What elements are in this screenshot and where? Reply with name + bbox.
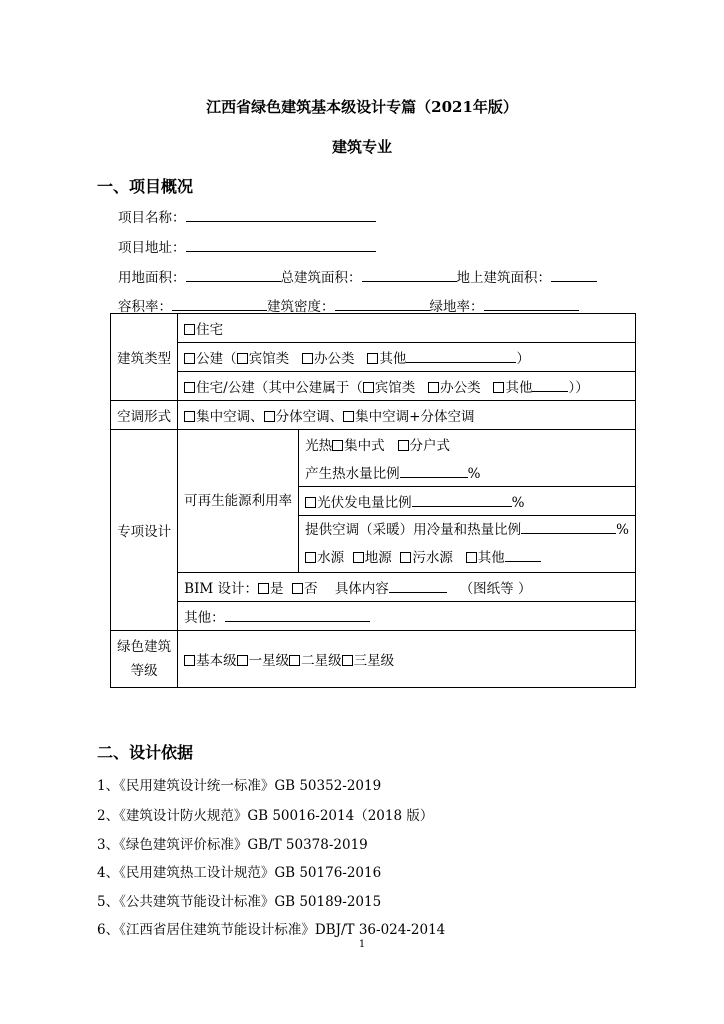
others-field[interactable] xyxy=(225,607,370,622)
checkbox[interactable] xyxy=(466,552,477,563)
hot-water-ratio-field[interactable] xyxy=(400,463,468,478)
checkbox[interactable] xyxy=(184,382,195,393)
project-address-row xyxy=(118,236,376,256)
bim-row: BIM 设计： 是 否 具体内容 （图纸等 ） xyxy=(178,573,636,602)
total-area-label: 总建筑面积： xyxy=(280,270,362,286)
checkbox[interactable] xyxy=(332,440,343,451)
checkbox[interactable] xyxy=(258,583,269,594)
building-type-label: 建筑类型 xyxy=(111,314,178,401)
plot-ratio-field[interactable] xyxy=(172,296,267,311)
checkbox[interactable] xyxy=(305,497,316,508)
checkbox[interactable] xyxy=(305,552,316,563)
checkbox[interactable] xyxy=(184,411,195,422)
reference-item: 3、《绿色建筑评价标准》GB/T 50378-2019 xyxy=(97,837,368,853)
other-field[interactable] xyxy=(406,348,516,363)
pv-ratio-field[interactable] xyxy=(412,492,512,507)
building-density-field[interactable] xyxy=(335,296,430,311)
solar-thermal-row: 光热 集中式 分户式 xyxy=(299,430,636,459)
special-design-label: 专项设计 xyxy=(111,430,178,631)
document-subtitle: 建筑专业 xyxy=(331,138,392,156)
above-ground-area-field[interactable] xyxy=(551,267,597,282)
plot-ratio-label: 容积率： xyxy=(118,299,172,315)
ac-type-options: 集中空调、 分体空调、 集中空调+分体空调 xyxy=(178,401,636,430)
ratio-row xyxy=(118,295,579,315)
building-type-public: 公建（ 宾馆类 办公类 其他 ） xyxy=(178,343,636,372)
green-level-label: 绿色建筑等级 xyxy=(111,631,178,688)
checkbox[interactable] xyxy=(302,353,313,364)
checkbox[interactable] xyxy=(264,411,275,422)
checkbox[interactable] xyxy=(493,382,504,393)
checkbox[interactable] xyxy=(353,552,364,563)
hot-water-ratio-row: 产生热水量比例 % xyxy=(299,458,636,487)
checkbox[interactable] xyxy=(398,440,409,451)
renewable-label: 可再生能源利用率 xyxy=(178,430,299,573)
project-name-row xyxy=(118,206,376,226)
checkbox[interactable] xyxy=(237,353,248,364)
project-address-label: 项目地址： xyxy=(118,240,186,256)
other-source-field[interactable] xyxy=(505,547,541,562)
project-name-label: 项目名称： xyxy=(118,210,186,226)
checkbox[interactable] xyxy=(342,655,353,666)
checkbox[interactable] xyxy=(367,353,378,364)
building-density-label: 建筑密度： xyxy=(267,299,335,315)
land-area-label: 用地面积： xyxy=(118,270,186,286)
section2-heading: 二、设计依据 xyxy=(97,743,194,762)
project-info-table xyxy=(110,313,636,688)
above-ground-area-label: 地上建筑面积： xyxy=(456,270,551,286)
reference-item: 6、《江西省居住建筑节能设计标准》DBJ/T 36-024-2014 xyxy=(97,922,446,938)
checkbox[interactable] xyxy=(363,382,374,393)
area-row xyxy=(118,266,597,286)
project-address-field[interactable] xyxy=(186,237,376,252)
green-level-options: 基本级 一星级 二星级 三星级 xyxy=(178,631,636,688)
checkbox[interactable] xyxy=(428,382,439,393)
document-title: 江西省绿色建筑基本级设计专篇（2021年版） xyxy=(206,98,518,116)
ac-type-label: 空调形式 xyxy=(111,401,178,430)
page-number: 1 xyxy=(358,939,366,950)
reference-item: 1、《民用建筑设计统一标准》GB 50352-2019 xyxy=(97,778,382,794)
ac-supply-field[interactable] xyxy=(521,519,616,534)
checkbox[interactable] xyxy=(289,655,300,666)
green-ratio-field[interactable] xyxy=(484,296,579,311)
checkbox[interactable] xyxy=(292,583,303,594)
ac-supply-row: 提供空调（采暖）用冷量和热量比例 % 水源 地源 污水源 其他 xyxy=(299,516,636,573)
checkbox[interactable] xyxy=(184,655,195,666)
checkbox[interactable] xyxy=(184,324,195,335)
checkbox[interactable] xyxy=(343,411,354,422)
other-field[interactable] xyxy=(532,377,568,392)
building-type-mixed: 住宅/公建（其中公建属于（ 宾馆类 办公类 其他 ）） xyxy=(178,372,636,401)
checkbox[interactable] xyxy=(237,655,248,666)
checkbox[interactable] xyxy=(184,353,195,364)
project-name-field[interactable] xyxy=(186,207,376,222)
checkbox[interactable] xyxy=(400,552,411,563)
bim-content-field[interactable] xyxy=(389,578,447,593)
total-area-field[interactable] xyxy=(362,267,457,282)
others-row: 其他： xyxy=(178,602,636,631)
reference-item: 4、《民用建筑热工设计规范》GB 50176-2016 xyxy=(97,865,382,881)
reference-item: 5、《公共建筑节能设计标准》GB 50189-2015 xyxy=(97,894,382,910)
land-area-field[interactable] xyxy=(186,267,281,282)
pv-ratio-row: 光伏发电量比例 % xyxy=(299,487,636,516)
building-type-residential: 住宅 xyxy=(178,314,636,343)
reference-item: 2、《建筑设计防火规范》GB 50016-2014（2018 版） xyxy=(97,808,434,824)
section1-heading: 一、项目概况 xyxy=(97,177,194,196)
green-ratio-label: 绿地率： xyxy=(429,299,484,315)
